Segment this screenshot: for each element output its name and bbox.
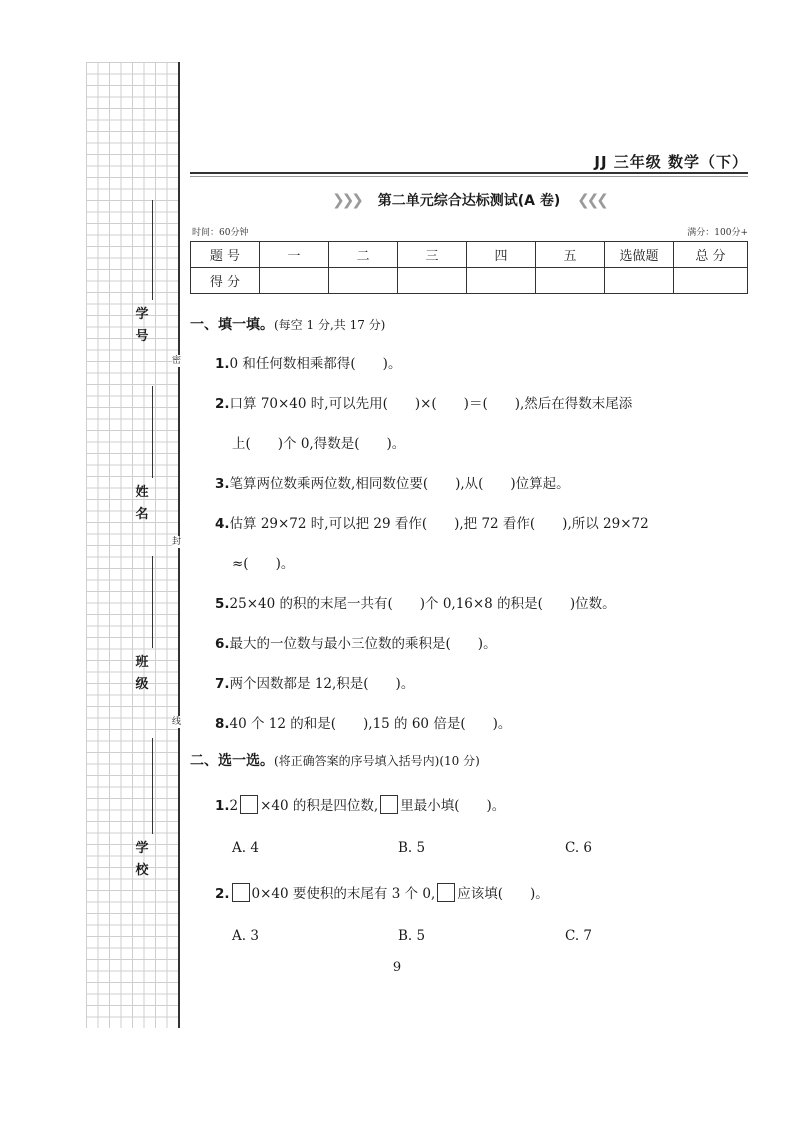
- score-cell-optional[interactable]: [605, 268, 674, 294]
- score-cell-4[interactable]: [467, 268, 536, 294]
- table-cell: 二: [329, 242, 398, 268]
- exam-time: 时间：60分钟: [192, 228, 249, 238]
- table-cell: 一: [260, 242, 329, 268]
- question-1-4-cont: ≈( )。: [232, 556, 295, 572]
- table-cell: 总 分: [674, 242, 748, 268]
- table-cell: 得 分: [191, 268, 260, 294]
- test-title: 第二单元综合达标测试(A 卷): [377, 193, 561, 209]
- table-cell: 题 号: [191, 242, 260, 268]
- score-cell-2[interactable]: [329, 268, 398, 294]
- section-2-heading: [190, 750, 480, 770]
- question-1-8: 8.40 个 12 的和是( ),15 的 60 倍是( )。: [215, 716, 512, 732]
- chevron-right-icon: ❯❯❯: [332, 191, 361, 209]
- question-1-5: 5.25×40 的积的末尾一共有( )个 0,16×8 的积是( )位数。: [215, 596, 616, 612]
- question-1-2: 2.口算 70×40 时,可以先用( )×( )＝( ),然后在得数末尾添: [215, 396, 633, 412]
- student-no-label: 学 号: [135, 307, 149, 344]
- school-label: 学 校: [135, 841, 149, 878]
- option-2-2-c: C. 7: [565, 928, 593, 944]
- class-label: 班 级: [135, 655, 149, 692]
- page-number: 9: [392, 960, 402, 975]
- section-1-note: (每空 1 分,共 17 分): [274, 318, 386, 332]
- table-cell: 五: [536, 242, 605, 268]
- option-2-2-a: A. 3: [232, 928, 259, 944]
- question-2-2: 2. 0×40 要使积的末尾有 3 个 0, 应该填( )。: [215, 882, 549, 902]
- test-title-row: [190, 188, 748, 212]
- binding-mark-mi: 密: [172, 356, 182, 366]
- option-2-1-a: A. 4: [232, 840, 259, 856]
- question-1-4: 4.估算 29×72 时,可以把 29 看作( ),把 72 看作( ),所以 29×72: [215, 516, 649, 532]
- table-row: [191, 242, 748, 268]
- score-cell-total[interactable]: [674, 268, 748, 294]
- margin-grid: [86, 62, 178, 1028]
- question-1-6: 6.最大的一位数与最小三位数的乘积是( )。: [215, 636, 497, 652]
- header-rule-thin: [190, 176, 748, 177]
- option-2-1-b: B. 5: [398, 840, 426, 856]
- score-table: [190, 241, 748, 294]
- score-cell-5[interactable]: [536, 268, 605, 294]
- binding-mark-xian: 线: [172, 717, 182, 727]
- option-2-2-b: B. 5: [398, 928, 426, 944]
- blank-box: [437, 883, 455, 902]
- section-1-heading: [190, 314, 385, 334]
- score-cell-3[interactable]: [398, 268, 467, 294]
- section-2-note: (将正确答案的序号填入括号内)(10 分): [274, 754, 480, 768]
- book-title: JJ 三年级 数学（下）: [594, 153, 748, 171]
- table-cell: 四: [467, 242, 536, 268]
- question-1-3: 3.笔算两位数乘两位数,相同数位要( ),从( )位算起。: [215, 476, 570, 492]
- chevron-left-icon: ❮❮❮: [577, 191, 606, 209]
- header-rule: [190, 172, 748, 174]
- question-1-7: 7.两个因数都是 12,积是( )。: [215, 676, 415, 692]
- score-cell-1[interactable]: [260, 268, 329, 294]
- table-row: [191, 268, 748, 294]
- binding-mark-feng: 封: [172, 537, 182, 547]
- section-1-title: 一、填一填。: [190, 317, 274, 333]
- full-score: 满分：100分+: [687, 228, 748, 238]
- option-2-1-c: C. 6: [565, 840, 593, 856]
- name-label: 姓 名: [135, 485, 149, 522]
- question-1-1: 1.0 和任何数相乘都得( )。: [215, 356, 402, 372]
- blank-box[interactable]: [240, 795, 258, 814]
- question-2-1: 1.2 ×40 的积是四位数, 里最小填( )。: [215, 794, 505, 814]
- table-cell: 选做题: [605, 242, 674, 268]
- section-2-title: 二、选一选。: [190, 753, 274, 769]
- table-cell: 三: [398, 242, 467, 268]
- question-1-2-cont: 上( )个 0,得数是( )。: [232, 436, 406, 452]
- blank-box: [380, 795, 398, 814]
- blank-box[interactable]: [232, 883, 250, 902]
